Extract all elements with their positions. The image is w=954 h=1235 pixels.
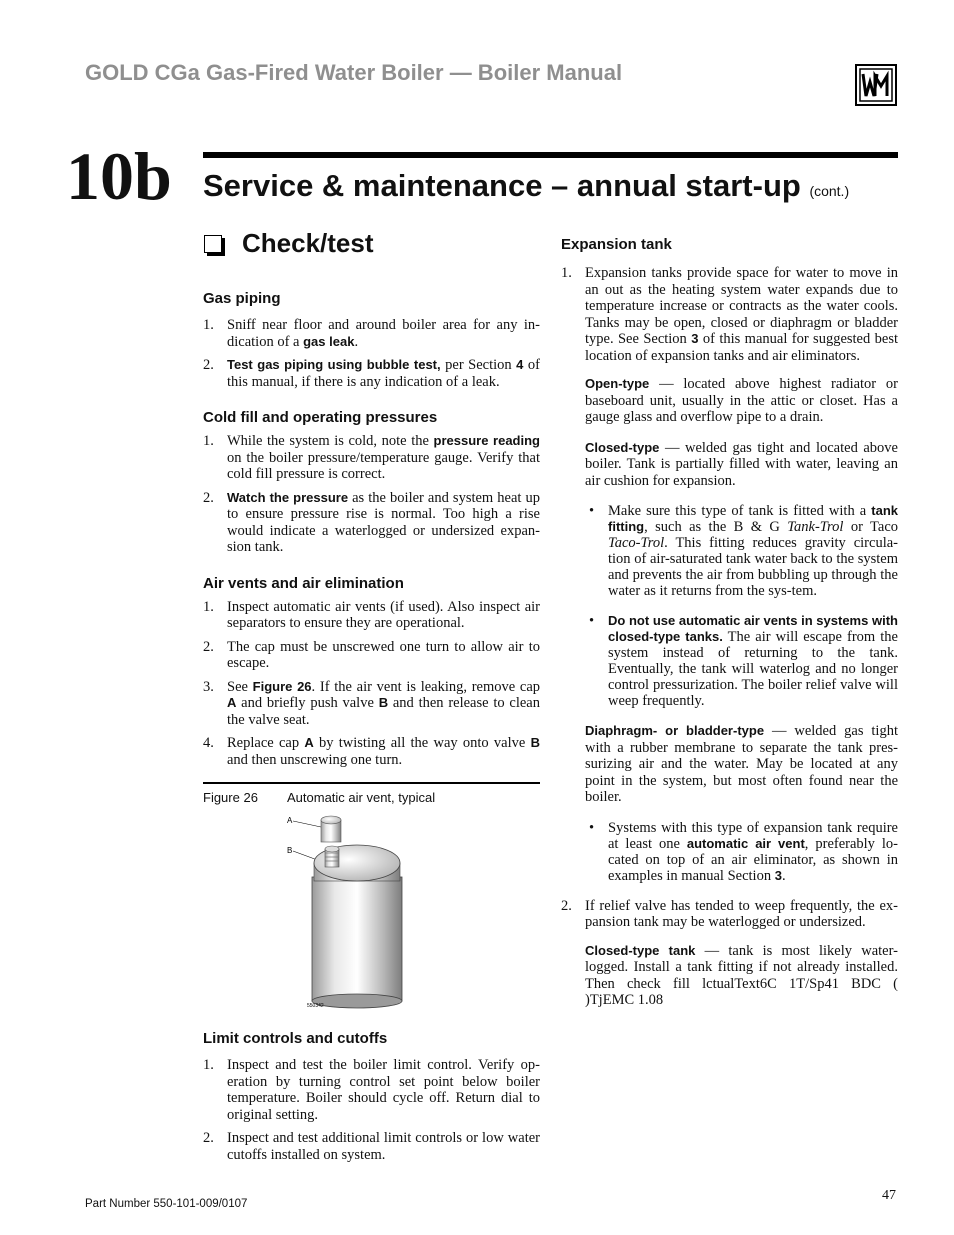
item-text: and then release to clean the valve seat. — [227, 695, 540, 728]
bullet-italic: Tank-Trol — [787, 519, 844, 535]
list-item — [203, 735, 540, 768]
para-bold: Closed-type — [585, 439, 660, 455]
valve-b-ref: B — [530, 735, 540, 750]
item-text: Expansion tanks provide space for water to move in an out as the heating system water expands due to temperature increase or contracts as the water cools. Tanks may be open, closed or diaphragm or bladder type. See Section — [585, 265, 898, 347]
closed-type-paragraph — [561, 440, 898, 490]
item-text: The cap must be unscrewed one turn to allow air to escape. — [227, 638, 540, 671]
item-number: 2. — [203, 489, 214, 506]
item-text: of this manual for suggested best location of expansion tanks and air eliminators. — [585, 331, 898, 364]
para-bold: Open-type — [585, 376, 650, 391]
cap-a-ref: A — [304, 735, 314, 750]
callout-b: B — [287, 846, 293, 855]
header-title: GOLD CGa Gas-Fired Water Boiler — Boiler Manual — [85, 60, 623, 85]
item-text: Replace cap — [227, 735, 300, 751]
bullet-dot: • — [589, 819, 595, 836]
item-number: 2. — [203, 357, 214, 373]
item-bold: pressure reading — [433, 433, 540, 448]
item-number: 1. — [561, 265, 572, 281]
figure-caption-text: Automatic air vent, typical — [287, 790, 436, 805]
item-text: as the boiler and system heat up to ensure pressure rise is normal. Too high a rise would indicate a waterlogged or undersized expan-sion tank. — [227, 489, 540, 555]
item-text-end: . — [354, 333, 359, 350]
section-ref: 3 — [774, 867, 782, 883]
item-number: 2. — [203, 638, 214, 655]
item-text: If relief valve has tended to weep frequently, the ex-pansion tank may be waterlogged or undersized. — [585, 897, 898, 930]
item-number: 1. — [203, 433, 214, 449]
item-number: 2. — [203, 1130, 214, 1146]
cap-a-ref: A — [227, 695, 237, 710]
bullet-bold: tank fitting — [608, 503, 899, 534]
item-number: 1. — [203, 1057, 214, 1073]
list-item — [203, 1057, 540, 1123]
bullet-text: . This fitting reduces gravity circula-tion of air-saturated tank water back to the system and prevents the air from bubbling up through the water as it returns from the sys-tem. — [608, 535, 898, 599]
item-number: 2. — [561, 897, 572, 914]
list-item — [203, 490, 540, 556]
limit-controls-heading: Limit controls and cutoffs — [203, 1030, 388, 1047]
air-vent-illustration — [287, 811, 427, 1011]
item-number: 4. — [203, 735, 214, 751]
list-item — [561, 265, 898, 364]
section-number: 10b — [66, 138, 172, 214]
para-text: — welded gas tight with a rubber membrane to separate the tank pres-surizing air and the water. May be located at any point in the system, but most often found near the boiler. — [585, 723, 898, 805]
item-text: While the system is cold, note the — [227, 433, 429, 449]
item-text: Sniff near floor and around boiler area for any in-dication of a — [227, 317, 540, 350]
bullet-dot: • — [589, 613, 595, 629]
item-number: 1. — [203, 598, 214, 615]
para-bold: Diaphragm- or bladder-type — [585, 723, 765, 738]
item-bold: gas leak — [303, 333, 355, 349]
para-text: — tank is most likely water-logged. Install a tank fitting if not already installed. Then check fill lctualText6C 1T/Sp41 BDC ( )TjEMC 1.08 — [585, 942, 898, 1008]
list-item — [203, 1130, 540, 1163]
bullet-text: , preferably lo-cated on top of an air eliminator, as shown in examples in manual Section — [608, 835, 898, 884]
footer-part-number — [85, 1198, 247, 1210]
figure-label: Figure 26 — [203, 790, 258, 805]
open-type-paragraph — [561, 376, 898, 426]
item-text: and briefly push valve — [236, 695, 374, 711]
bullet-text: Systems with this type of expansion tank require at least one — [608, 819, 898, 852]
section-title — [203, 168, 849, 204]
list-item — [203, 679, 540, 729]
valve-b-ref: B — [378, 695, 389, 710]
figure-caption — [203, 790, 540, 805]
bullet-item — [561, 503, 898, 599]
bullet-text: or Taco — [843, 519, 899, 535]
figure-ref: Figure 26 — [252, 678, 312, 694]
item-text: Inspect and test the boiler limit control. Verify op-eration by turning control set point below boiler temperature. Boiler should cycle off. Return dial to original setting. — [227, 1057, 540, 1123]
part-label: Part Number — [85, 1198, 151, 1210]
air-vents-heading: Air vents and air elimination — [203, 574, 404, 592]
list-item — [203, 433, 540, 483]
weil-mclain-logo — [855, 64, 897, 106]
check-test-heading — [204, 228, 374, 259]
bullet-text: . — [781, 867, 786, 884]
list-item — [203, 599, 540, 632]
bullet-text: , such as the B & G — [644, 519, 780, 535]
para-text: — welded gas tight and located above boiler. Tank is partially filled with water, leaving an air cushion for expansion. — [585, 439, 898, 489]
part-number: 550-101-009/0107 — [153, 1198, 248, 1210]
bullet-text: The air will escape from the system instead of returning to the tank. Eventually, the tank will waterlog and no longer control pressurization. The boiler relief valve will weep frequently. — [608, 629, 898, 709]
bullet-bold: automatic air vent — [686, 835, 805, 851]
bullet-bold: Do not use automatic air vents in systems with closed-type tanks. — [608, 613, 898, 644]
item-text: by twisting all the way onto valve — [313, 735, 526, 751]
section-rule — [203, 152, 898, 158]
expansion-tank-heading: Expansion tank — [561, 236, 672, 253]
item-text-end: of this manual, if there is any indication of a leak. — [227, 357, 540, 390]
callout-a: A — [287, 816, 293, 825]
para-bold: Closed-type tank — [585, 942, 696, 958]
bullet-item — [561, 820, 898, 884]
left-column — [203, 290, 540, 1170]
item-text: Inspect automatic air vents (if used). Also inspect air separators to ensure they are operational. — [227, 598, 540, 631]
section-title-text: Service & maintenance – annual start-up — [203, 168, 801, 203]
check-heading-text: Check/test — [242, 228, 374, 258]
cold-fill-heading: Cold fill and operating pressures — [203, 409, 438, 426]
bullet-italic: Taco-Trol — [608, 535, 665, 551]
item-bold: Watch the pressure — [227, 489, 349, 505]
closed-tank-paragraph — [561, 943, 898, 1009]
section-ref: 3 — [691, 331, 699, 346]
bullet-text: Make sure this type of tank is fitted with a — [608, 503, 867, 519]
item-text-end: on the boiler pressure/temperature gauge. Verify that cold fill pressure is correct. — [227, 449, 540, 482]
list-item — [203, 639, 540, 672]
gas-piping-heading: Gas piping — [203, 290, 281, 307]
item-text: See — [227, 678, 248, 695]
item-text: Inspect and test additional limit controls or low water cutoffs installed on system. — [227, 1130, 540, 1163]
item-bold: Test gas piping using bubble test, — [227, 357, 441, 372]
section-title-suffix: (cont.) — [809, 183, 850, 199]
bullet-dot: • — [589, 503, 595, 519]
bullet-item — [561, 613, 898, 709]
list-item — [203, 357, 540, 390]
list-item — [203, 317, 540, 350]
item-number: 3. — [203, 678, 214, 695]
diaphragm-paragraph — [561, 723, 898, 806]
item-number: 1. — [203, 317, 214, 333]
para-text: — located above highest radiator or baseboard unit, usually in the attic or closet. Has a gauge glass and overflow pipe to a drain. — [585, 376, 898, 425]
item-text: per Section — [440, 357, 512, 373]
figure-rule — [203, 782, 540, 784]
list-item — [561, 898, 898, 931]
checkbox-icon — [204, 235, 222, 253]
section-ref: 4 — [516, 357, 524, 372]
item-text: and then unscrewing one turn. — [227, 751, 403, 768]
right-column — [561, 236, 898, 1023]
page-number: 47 — [882, 1188, 896, 1203]
item-text: . If the air vent is leaking, remove cap — [311, 678, 541, 695]
art-number: 550342 — [307, 1003, 324, 1009]
